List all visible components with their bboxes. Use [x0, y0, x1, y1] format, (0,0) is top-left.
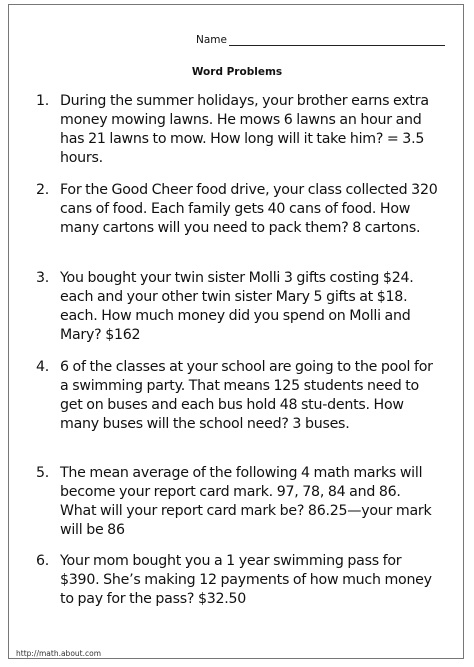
problem-item-4: [36, 358, 440, 434]
problem-text: The mean average of the following 4 math marks will become your report card mark. 97, 78, 84 and 86. What will your report card mark be? 86.25—your mark will be 86: [60, 465, 432, 538]
problem-item-2: [36, 181, 440, 238]
problem-number: 2.: [36, 182, 50, 198]
problem-number: 6.: [36, 553, 50, 569]
problem-text: Your mom bought you a 1 year swimming pass for $390. She’s making 12 payments of how much money to pay for the pass? $32.50: [60, 553, 432, 607]
problem-text: You bought your twin sister Molli 3 gifts costing $24. each and your other twin sister Mary 5 gifts at $18. each. How much money did you spend on Molli and Mary? $162: [60, 270, 414, 343]
problem-item-6: [36, 552, 440, 609]
problem-number: 3.: [36, 270, 50, 286]
source-url: http://math.about.com: [16, 649, 101, 658]
name-label: Name: [196, 34, 227, 46]
problem-text: During the summer holidays, your brother earns extra money mowing lawns. He mows 6 lawns an hour and has 21 lawns to mow. How long will it take him? = 3.5 hours.: [60, 93, 429, 166]
problem-text: 6 of the classes at your school are going to the pool for a swimming party. That means 125 students need to get on buses and each bus hold 48 stu-dents. How many buses will the school need? 3 buses.: [60, 359, 433, 432]
problem-item-1: [36, 92, 440, 168]
problem-item-3: [36, 269, 440, 345]
problem-item-5: [36, 464, 440, 540]
problem-number: 4.: [36, 359, 50, 375]
problem-text: For the Good Cheer food drive, your class collected 320 cans of food. Each family gets 40 cans of food. How many cartons will you need to pack them? 8 cartons.: [60, 182, 438, 236]
name-blank-line: [229, 34, 445, 46]
worksheet-title: Word Problems: [191, 66, 283, 78]
problem-number: 5.: [36, 465, 50, 481]
problem-number: 1.: [36, 93, 50, 109]
name-field: [196, 34, 445, 46]
